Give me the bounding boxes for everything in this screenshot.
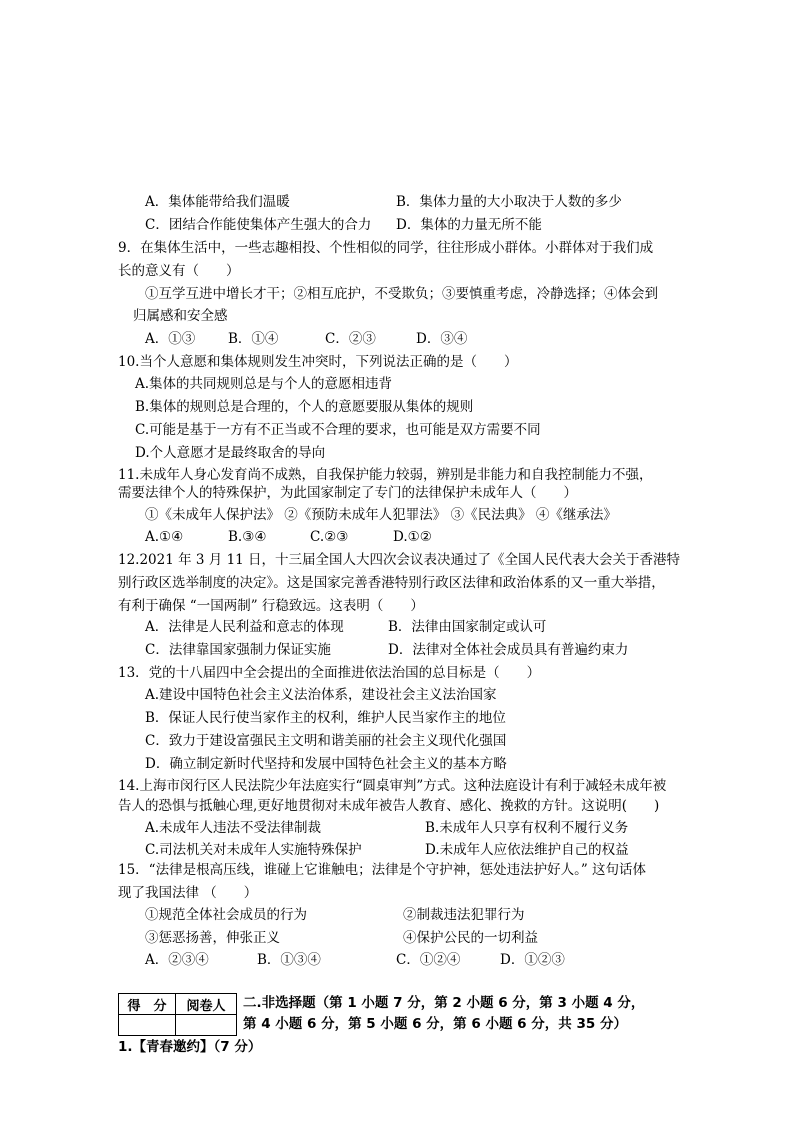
score-box bbox=[118, 993, 237, 1036]
q1-title: 1.【青春邀约】（7 分） bbox=[118, 1039, 262, 1055]
q8-option-a: A．集体能带给我们温暖 bbox=[145, 194, 290, 210]
q12-option-c: C．法律靠国家强制力保证实施 bbox=[145, 642, 331, 658]
q9-option-b: B．①④ bbox=[228, 331, 279, 347]
q9-option-a: A．①③ bbox=[145, 331, 196, 347]
q10-option-d: D.个人意愿才是最终取舍的导向 bbox=[135, 445, 326, 461]
q8-option-b: B．集体力量的大小取决于人数的多少 bbox=[396, 194, 622, 210]
q11-option-b: B.③④ bbox=[228, 529, 267, 545]
q14-stem-1: 14.上海市闵行区人民法院少年法庭实行“圆桌审判”方式。这种法庭设计有利于减轻未成年被 bbox=[118, 778, 667, 794]
grader-label: 阅卷人 bbox=[176, 994, 237, 1015]
q8-option-d: D．集体的力量无所不能 bbox=[396, 217, 542, 233]
q15-option-a: A．②③④ bbox=[145, 952, 209, 968]
q15-option-c: C．①②④ bbox=[396, 952, 461, 968]
q15-stem-2: 现了我国法律 （ ） bbox=[118, 885, 258, 901]
q12-stem-3: 有利于确保 “一国两制” 行稳致远。这表明（ ） bbox=[118, 598, 424, 614]
q15-item-3: ③惩恶扬善，伸张正义 bbox=[145, 930, 280, 946]
q14-option-d: D.未成年人应依法维护自己的权益 bbox=[425, 842, 629, 858]
q14-option-b: B.未成年人只享有权利不履行义务 bbox=[425, 820, 629, 836]
q9-items-2: 归属感和安全感 bbox=[133, 308, 228, 324]
score-cell[interactable] bbox=[119, 1015, 176, 1036]
q10-option-a: A.集体的共同规则总是与个人的意愿相违背 bbox=[135, 376, 393, 392]
q11-option-c: C.②③ bbox=[310, 529, 349, 545]
q10-option-c: C.可能是基于一方有不正当或不合理的要求，也可能是双方需要不同 bbox=[135, 422, 541, 438]
score-label: 得 分 bbox=[119, 994, 176, 1015]
q10-stem: 10.当个人意愿和集体规则发生冲突时，下列说法正确的是（ ） bbox=[118, 354, 518, 370]
q13-option-d: D．确立制定新时代坚持和发展中国特色社会主义的基本方略 bbox=[145, 756, 507, 772]
q11-stem-1: 11.未成年人身心发育尚不成熟，自我保护能力较弱，辨别是非能力和自我控制能力不强， bbox=[118, 467, 653, 483]
q13-option-a: A.建设中国特色社会主义法治体系，建设社会主义法治国家 bbox=[145, 687, 497, 703]
q13-stem: 13．党的十八届四中全会提出的全面推进依法治国的总目标是（ ） bbox=[118, 665, 541, 681]
q14-stem-2: 告人的恐惧与抵触心理,更好地贯彻对未成年被告人教育、感化、挽救的方针。这说明( ) bbox=[118, 798, 660, 814]
q10-option-b: B.集体的规则总是合理的，个人的意愿要服从集体的规则 bbox=[135, 399, 474, 415]
q11-stem-2: 需要法律个人的特殊保护，为此国家制定了专门的法律保护未成年人（ ） bbox=[118, 485, 577, 501]
section2-heading-2: 第 4 小题 6 分，第 5 小题 6 分，第 6 小题 6 分，共 35 分） bbox=[243, 1016, 627, 1032]
q8-option-c: C．团结合作能使集体产生强大的合力 bbox=[145, 217, 372, 233]
q9-stem-1: 9．在集体生活中，一些志趣相投、个性相似的同学，往往形成小群体。小群体对于我们成 bbox=[118, 240, 654, 256]
q12-option-b: B．法律由国家制定或认可 bbox=[388, 619, 547, 635]
q15-item-4: ④保护公民的一切利益 bbox=[403, 930, 538, 946]
grader-cell[interactable] bbox=[176, 1015, 237, 1036]
q12-stem-1: 12.2021 年 3 月 11 日，十三届全国人大四次会议表决通过了《全国人民代表大会关于香港特 bbox=[118, 552, 681, 568]
q15-item-1: ①规范全体社会成员的行为 bbox=[145, 907, 307, 923]
q13-option-c: C．致力于建设富强民主文明和谐美丽的社会主义现代化强国 bbox=[145, 733, 507, 749]
q9-option-c: C．②③ bbox=[325, 331, 376, 347]
q15-stem-1: 15．“法律是根高压线，谁碰上它谁触电；法律是个守护神，惩处违法护好人。” 这句话体 bbox=[118, 862, 647, 878]
q15-option-b: B．①③④ bbox=[257, 952, 321, 968]
q13-option-b: B．保证人民行使当家作主的权利，维护人民当家作主的地位 bbox=[145, 710, 506, 726]
q12-stem-2: 别行政区选举制度的决定》。这是国家完善香港特别行政区法律和政治体系的又一重大举措， bbox=[118, 575, 665, 591]
q12-option-d: D．法律对全体社会成员具有普遍约束力 bbox=[388, 642, 629, 658]
q15-option-d: D．①②③ bbox=[500, 952, 565, 968]
q9-stem-2: 长的意义有（ ） bbox=[118, 263, 240, 279]
q11-option-a: A.①④ bbox=[145, 529, 184, 545]
q14-option-a: A.未成年人违法不受法律制裁 bbox=[145, 820, 322, 836]
q11-option-d: D.①② bbox=[393, 529, 432, 545]
q11-items: ①《未成年人保护法》 ②《预防未成年人犯罪法》 ③《民法典》 ④《继承法》 bbox=[145, 507, 617, 523]
q9-option-d: D．③④ bbox=[416, 331, 468, 347]
q12-option-a: A．法律是人民利益和意志的体现 bbox=[145, 619, 344, 635]
q14-option-c: C.司法机关对未成年人实施特殊保护 bbox=[145, 842, 362, 858]
q9-items-1: ①互学互进中增长才干；②相互庇护，不受欺负；③要慎重考虑，冷静选择；④体会到 bbox=[145, 286, 658, 302]
q15-item-2: ②制裁违法犯罪行为 bbox=[403, 907, 525, 923]
section2-heading-1: 二.非选择题（第 1 小题 7 分，第 2 小题 6 分，第 3 小题 4 分， bbox=[243, 995, 645, 1011]
